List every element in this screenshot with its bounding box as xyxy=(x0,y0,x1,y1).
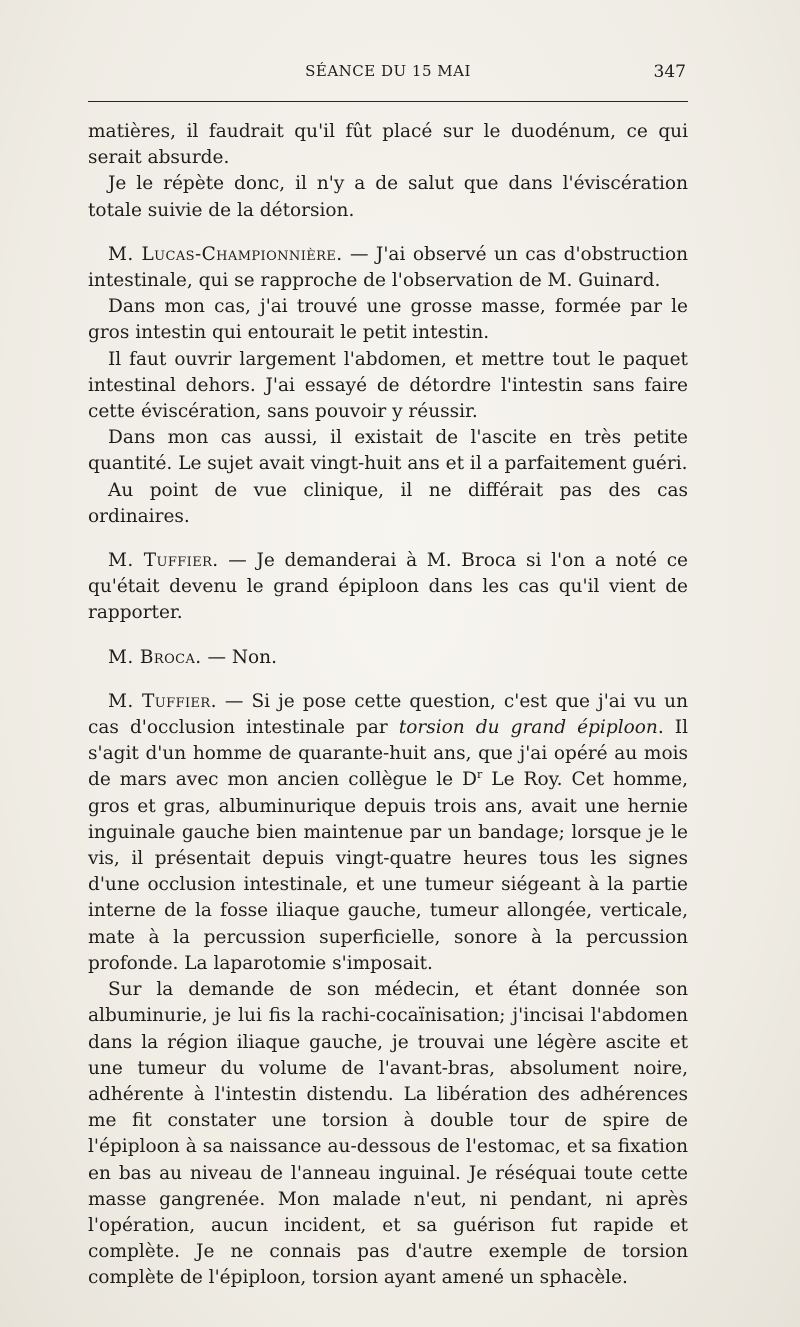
speech-tuffier-case: M. Tuffier. — Si je pose cette question, c'est que j'ai vu un cas d'occlusion intestinale par torsion du grand épiploon. Il s'agit d'un homme de quarante-huit ans, que j'ai opéré au mois de mars avec mon ancien collègue le $D^r$ Le Roy. Cet homme, gros et gras, albuminurique depuis trois ans, avait une hernie inguinale gauche bien maintenue par un bandage; lorsque je le vis, il présentait depuis vingt-quatre heures tous les signes d'une occlusion intestinale, et une tumeur siégeant à la partie interne de la fosse iliaque gauche, tumeur allongée, verticale, mate à la percussion superficielle, sonore à la percussion profonde. La laparotomie s'imposait. xyxy=(88,690,688,974)
paragraph: Dans mon cas aussi, il existait de l'ascite en très petite quantité. Le sujet avait vingt-huit ans et il a parfaitement guéri. xyxy=(88,427,688,475)
speaker-name: M. Tuffier. xyxy=(108,690,217,712)
paragraph: Dans mon cas, j'ai trouvé une grosse masse, formée par le gros intestin qui entourait le petit intestin. xyxy=(88,296,688,344)
running-head: SÉANCE DU 15 MAI xyxy=(305,62,471,80)
paragraph: Je le répète donc, il n'y a de salut que dans l'éviscération totale suivie de la détorsion. xyxy=(88,173,688,221)
speech-lucas-championniere: M. Lucas-Championnière. — J'ai observé un cas d'obstruction intestinale, qui se rapproche de l'observation de M. Guinard. xyxy=(88,243,688,292)
header-rule xyxy=(88,101,688,102)
paragraph-continuation: matières, il faudrait qu'il fût placé sur le duodénum, ce qui serait absurde. xyxy=(88,121,688,169)
speaker-name: M. Tuffier. xyxy=(108,550,219,572)
italic-term: torsion du grand épiploon xyxy=(398,717,658,739)
page-body xyxy=(88,119,688,1292)
paragraph: Sur la demande de son médecin, et étant donnée son albuminurie, je lui fis la rachi-cocaïnisation; j'incisai l'abdomen dans la région iliaque gauche, je trouvai une légère ascite et une tumeur du volume de l'avant-bras, absolument noire, adhérente à l'intestin distendu. La libération des adhérences me fit constater une torsion à double tour de spire de l'épiploon à sa naissance au-dessous de l'estomac, et sa fixation en bas au niveau de l'anneau inguinal. Je réséquai toute cette masse gangrenée. Mon malade n'eut, ni pendant, ni après l'opération, aucun incident, et sa guérison fut rapide et complète. Je ne connais pas d'autre exemple de torsion complète de l'épiploon, torsion ayant amené un sphacèle. xyxy=(88,979,688,1289)
speech-tuffier-question: M. Tuffier. — Je demanderai à M. Broca si l'on a noté ce qu'était devenu le grand épiploon dans les cas qu'il vient de rapporter. xyxy=(88,550,688,624)
page-header xyxy=(88,62,688,90)
speaker-name: M. Lucas-Championnière. xyxy=(108,243,343,265)
paragraph: Au point de vue clinique, il ne différait pas des cas ordinaires. xyxy=(88,479,688,527)
paragraph: Il faut ouvrir largement l'abdomen, et mettre tout le paquet intestinal dehors. J'ai essayé de détordre l'intestin sans faire cette éviscération, sans pouvoir y réussir. xyxy=(88,348,688,423)
speech-broca: M. Broca. — Non. xyxy=(108,646,277,668)
superscript: r xyxy=(476,768,483,782)
speaker-name: M. Broca. xyxy=(108,646,202,668)
page-number: 347 xyxy=(653,62,686,82)
